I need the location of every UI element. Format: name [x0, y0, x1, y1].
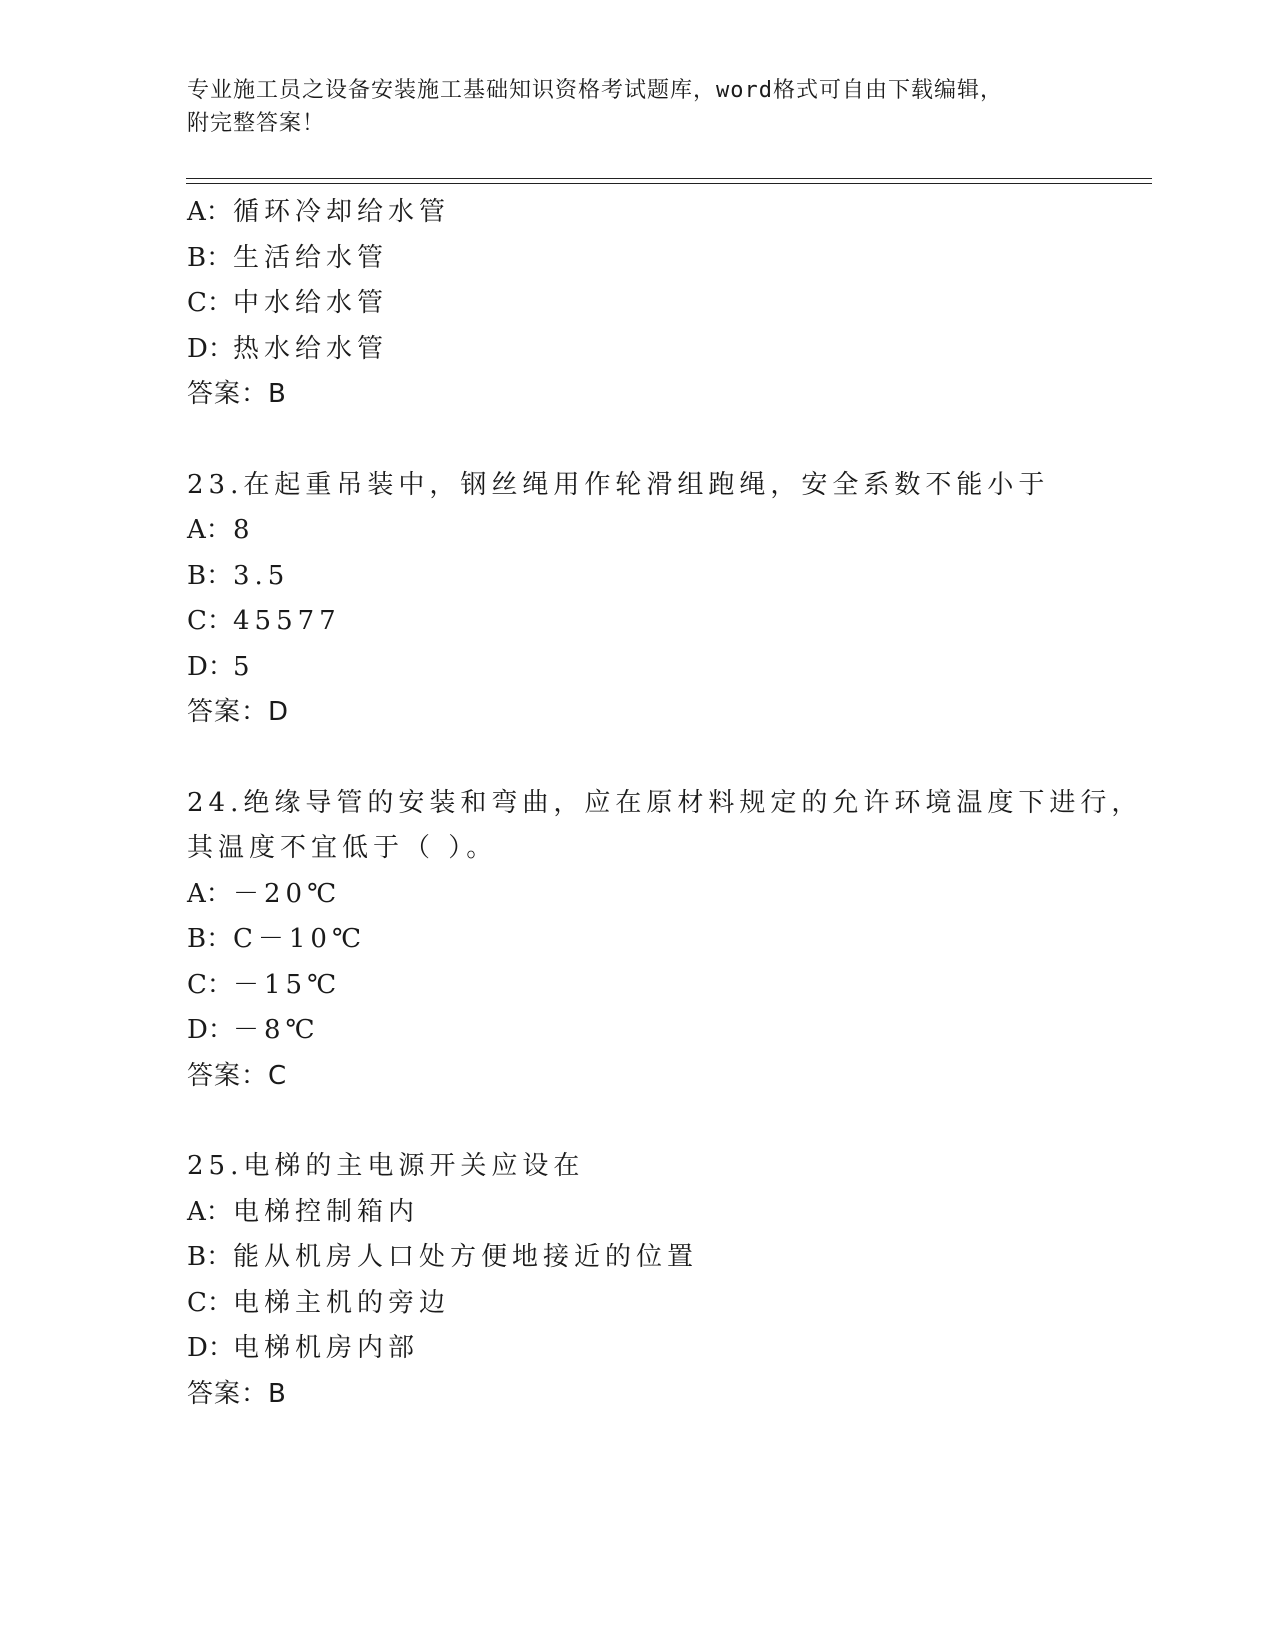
spacer: [187, 1099, 1147, 1144]
option-text: 电梯主机的旁边: [233, 1287, 451, 1318]
option-text: －8℃: [233, 1015, 320, 1045]
document-header: [187, 74, 1087, 140]
option-text: 电梯控制箱内: [233, 1196, 420, 1227]
question-stem: 24.绝缘导管的安装和弯曲，应在原材料规定的允许环境温度下进行，: [187, 787, 1143, 818]
option-key: A：: [187, 1196, 232, 1227]
option-text: 5: [233, 651, 255, 682]
option-key: A：: [187, 197, 232, 227]
option-text: 8: [233, 515, 255, 545]
option-text: 生活给水管: [233, 242, 389, 273]
option-key: A：: [187, 878, 232, 909]
option-row: [187, 963, 1147, 1009]
option-row: [187, 599, 1147, 645]
option-row: [187, 1190, 1147, 1236]
option-key: C：: [187, 606, 233, 636]
question-stem-continued: 其温度不宜低于（ ）。: [187, 833, 498, 863]
option-text: 45577: [233, 606, 341, 636]
option-key: A：: [187, 515, 232, 545]
header-title-line-2: 附完整答案！: [187, 111, 326, 136]
question-block-23: [187, 463, 1147, 736]
option-text: 循环冷却给水管: [233, 197, 451, 227]
option-text: 热水给水管: [233, 333, 389, 364]
spacer: [187, 736, 1147, 781]
option-key: B：: [187, 1242, 233, 1272]
answer-line: 答案：D: [187, 697, 290, 727]
question-stem: 23.在起重吊装中，钢丝绳用作轮滑组跑绳，安全系数不能小于: [187, 469, 1050, 500]
option-text: 能从机房人口处方便地接近的位置: [233, 1242, 699, 1272]
option-row: [187, 508, 1147, 554]
option-key: B：: [187, 924, 233, 954]
option-key: C：: [187, 969, 233, 1000]
option-text: 中水给水管: [233, 288, 389, 318]
option-text: －15℃: [233, 969, 342, 1000]
option-row: [187, 236, 1147, 282]
header-divider-bottom: [186, 183, 1152, 184]
option-row: [187, 645, 1147, 691]
option-row: [187, 872, 1147, 918]
question-block-partial: [187, 190, 1147, 418]
answer-line: 答案：B: [187, 1378, 287, 1409]
option-text: 3.5: [233, 560, 290, 591]
option-row: [187, 190, 1147, 236]
option-row: [187, 1235, 1147, 1281]
option-row: [187, 327, 1147, 373]
option-key: D：: [187, 1015, 234, 1045]
answer-line: 答案：B: [187, 379, 287, 409]
option-text: －20℃: [233, 878, 342, 909]
option-key: B：: [187, 242, 233, 273]
option-key: C：: [187, 288, 233, 318]
question-block-24: [187, 781, 1147, 1100]
question-block-25: [187, 1144, 1147, 1417]
option-row: [187, 917, 1147, 963]
question-list: [187, 190, 1147, 1417]
option-key: C：: [187, 1287, 233, 1318]
option-row: [187, 1281, 1147, 1327]
option-key: B：: [187, 560, 233, 591]
option-text: 电梯机房内部: [233, 1333, 420, 1363]
option-text: C－10℃: [233, 924, 367, 954]
spacer: [187, 418, 1147, 463]
option-row: [187, 1008, 1147, 1054]
option-key: D：: [187, 1333, 234, 1363]
option-key: D：: [187, 333, 234, 364]
option-row: [187, 1326, 1147, 1372]
option-key: D：: [187, 651, 234, 682]
question-stem: 25.电梯的主电源开关应设在: [187, 1151, 585, 1181]
answer-line: 答案：C: [187, 1060, 288, 1091]
option-row: [187, 281, 1147, 327]
header-divider-top: [186, 178, 1152, 179]
header-title-line-1: 专业施工员之设备安装施工基础知识资格考试题库，word格式可自由下载编辑，: [187, 78, 1003, 103]
option-row: [187, 554, 1147, 600]
